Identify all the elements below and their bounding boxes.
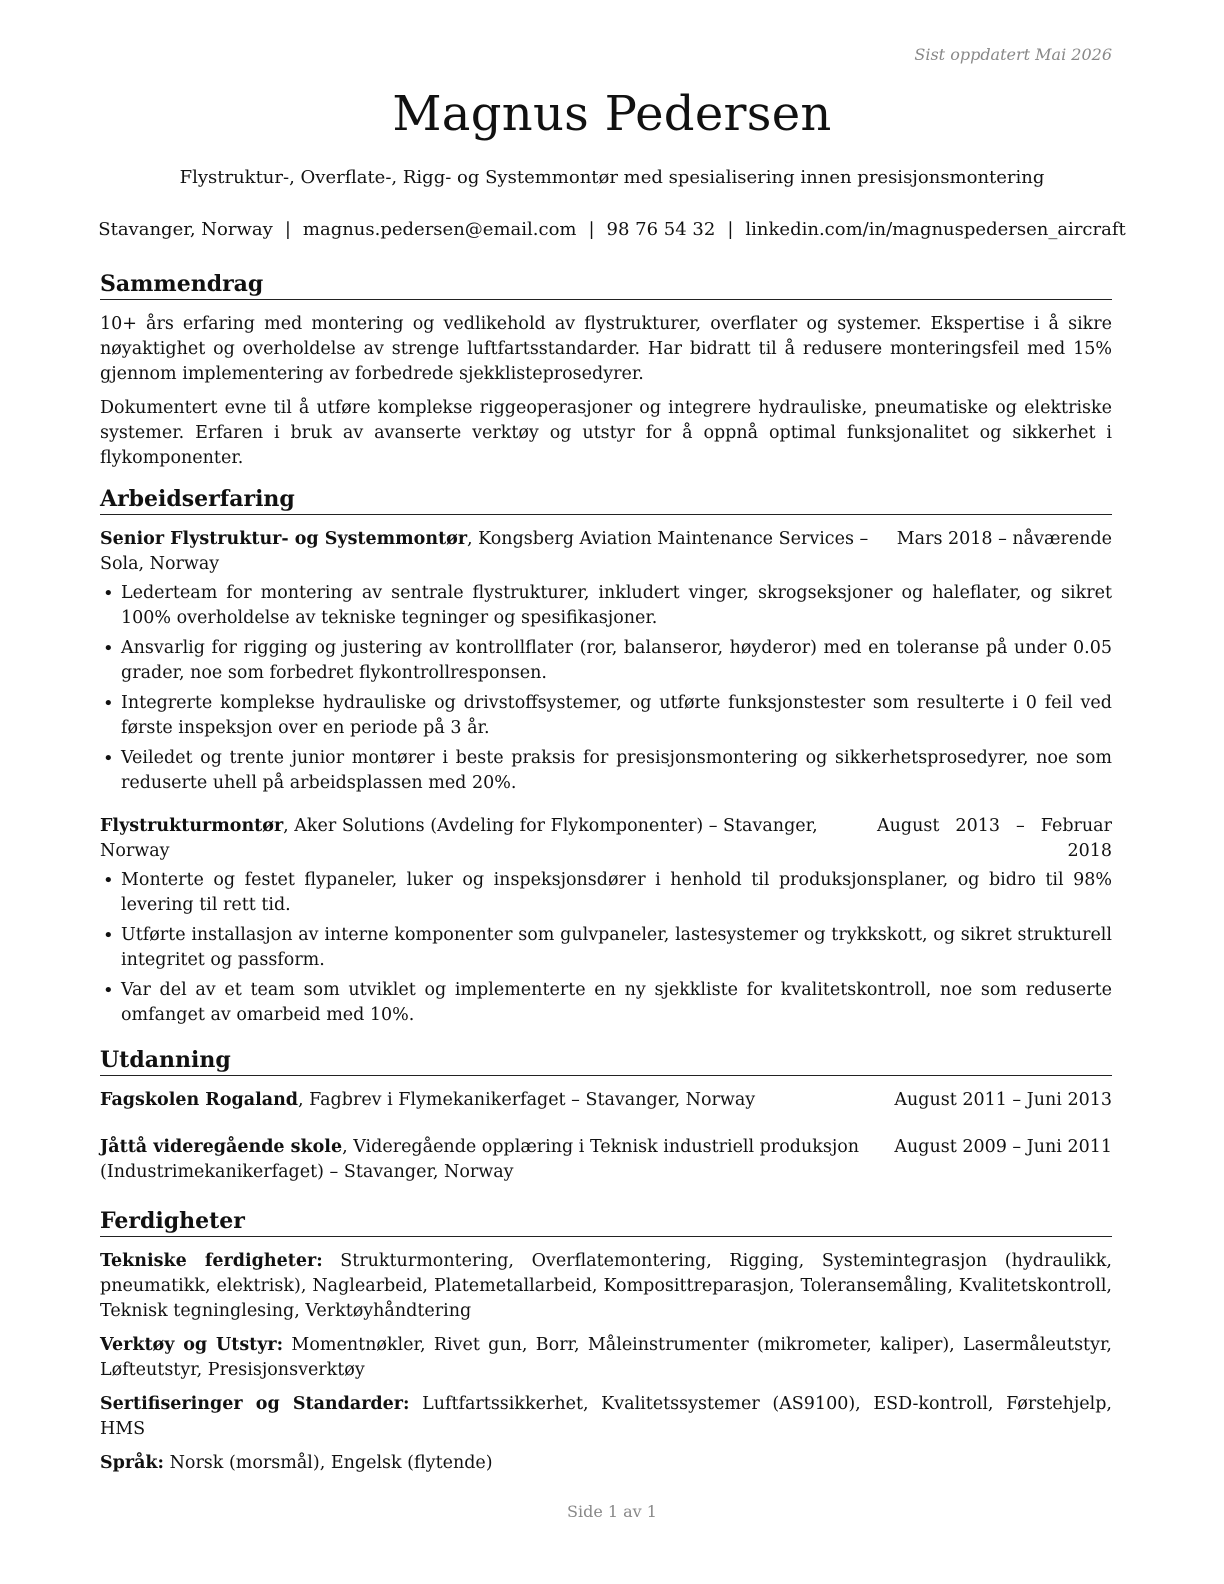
job-title: Senior Flystruktur- og Systemmontør	[100, 529, 468, 549]
job-entry	[100, 814, 1112, 1028]
experience-heading: Arbeidserfaring	[100, 485, 1112, 515]
resume-content	[100, 270, 1112, 1490]
skill-group	[100, 1249, 1112, 1324]
education-school: Fagskolen Rogaland	[100, 1090, 299, 1110]
contact-separator: |	[727, 219, 734, 240]
skills-heading: Ferdigheter	[100, 1207, 1112, 1237]
job-title-line	[100, 814, 857, 864]
skill-group	[100, 1333, 1112, 1383]
summary-paragraph: Dokumentert evne til å utføre komplekse riggeoperasjoner og integrere hydrauliske, pneumatiske og elektriske systemer. Erfaren i bruk av avanserte verktøy og utstyr for å oppnå optimal funksjonalitet og sikkerhet i flykomponenter.	[100, 398, 1112, 468]
skill-text: Norsk (morsmål), Engelsk (flytende)	[164, 1453, 493, 1473]
education-header	[100, 1088, 1112, 1113]
contact-location: Stavanger, Norway	[98, 219, 273, 240]
job-bullet: • Lederteam for montering av sentrale flystrukturer, inkludert vinger, skrogseksjoner og haleflater, og sikret 100% overholdelse av tekniske tegninger og spesifikasjoner.	[100, 581, 1112, 631]
job-header	[100, 814, 1112, 864]
contact-phone[interactable]: 98 76 54 32	[606, 219, 716, 240]
job-company: , Aker Solutions (Avdeling for Flykomponenter) – Stavanger, Norway	[100, 816, 818, 861]
job-company: , Kongsberg Aviation Maintenance Services – Sola, Norway	[100, 529, 869, 574]
skill-group	[100, 1451, 1112, 1476]
job-bullet: • Var del av et team som utviklet og implementerte en ny sjekkliste for kvalitetskontroll, noe som reduserte omfanget av omarbeid med 10%.	[100, 978, 1112, 1028]
job-entry	[100, 527, 1112, 796]
summary-section	[100, 270, 1112, 471]
education-detail: , Videregående opplæring i Teknisk industriell produksjon (Industrimekanikerfaget) – Stavanger, Norway	[100, 1137, 860, 1182]
contact-linkedin[interactable]: linkedin.com/in/magnuspedersen_aircraft	[745, 219, 1126, 240]
summary-paragraph: 10+ års erfaring med montering og vedlikehold av flystrukturer, overflater og systemer. Ekspertise i å sikre nøyaktighet og overholdelse av strenge luftfartsstandarder. Har bidratt til å redusere monteringsfeil med 15% gjennom implementering av forbedrede sjekklisteprosedyrer.	[100, 314, 1112, 384]
contact-email[interactable]: magnus.pedersen@email.com	[302, 219, 577, 240]
skill-text: Strukturmontering, Overflatemontering, Rigging, Systemintegrasjon (hydraulikk, pneumatikk, elektrisk), Naglearbeid, Platemetallarbeid, Komposittreparasjon, Toleransemåling, Kvalitetskontroll, Teknisk tegninglesing, Verktøyhåndtering	[100, 1251, 1112, 1321]
skill-label: Verktøy og Utstyr:	[100, 1335, 284, 1355]
job-title: Flystrukturmontør	[100, 816, 284, 836]
skill-label: Tekniske ferdigheter:	[100, 1251, 323, 1271]
contact-line	[0, 219, 1224, 240]
experience-section	[100, 485, 1112, 1028]
education-school: Jåttå videregående skole	[100, 1137, 343, 1157]
job-title-line	[100, 527, 877, 577]
candidate-subtitle: Flystruktur-, Overflate-, Rigg- og Systemmontør med spesialisering innen presisjonsmontering	[179, 167, 1045, 188]
education-heading: Utdanning	[100, 1046, 1112, 1076]
summary-heading: Sammendrag	[100, 270, 1112, 300]
skill-label: Språk:	[100, 1453, 165, 1473]
education-title-line	[100, 1135, 874, 1185]
job-dates: Mars 2018 – nåværende	[896, 529, 1112, 549]
job-dates: August 2013 – Februar 2018	[877, 816, 1112, 861]
job-bullet: • Ansvarlig for rigging og justering av kontrollflater (ror, balanseror, høyderor) med en toleranse på under 0.05 grader, noe som forbedret flykontrollresponsen.	[100, 636, 1112, 686]
job-bullets	[100, 868, 1112, 1028]
education-entry	[100, 1088, 1112, 1113]
job-bullet: • Veiledet og trente junior montører i beste praksis for presisjonsmontering og sikkerhetsprosedyrer, noe som reduserte uhell på arbeidsplassen med 20%.	[100, 746, 1112, 796]
education-dates: August 2009 – Juni 2011	[894, 1137, 1112, 1157]
job-header	[100, 527, 1112, 577]
education-detail: , Fagbrev i Flymekanikerfaget – Stavanger, Norway	[298, 1090, 756, 1110]
skill-label: Sertifiseringer og Standarder:	[100, 1394, 410, 1414]
skill-text: Momentnøkler, Rivet gun, Borr, Måleinstrumenter (mikrometer, kaliper), Lasermåleutstyr, Løfteutstyr, Presisjonsverktøy	[100, 1335, 1112, 1380]
job-bullet: • Monterte og festet flypaneler, luker og inspeksjonsdører i henhold til produksjonsplaner, og bidro til 98% levering til rett tid.	[100, 868, 1112, 918]
last-updated: Sist oppdatert Mai 2026	[914, 45, 1112, 64]
candidate-name: Magnus Pedersen	[392, 86, 832, 142]
job-bullet: • Integrerte komplekse hydrauliske og drivstoffsystemer, og utførte funksjonstester som resulterte i 0 feil ved første inspeksjon over en periode på 3 år.	[100, 691, 1112, 741]
education-entry	[100, 1135, 1112, 1185]
page-number: Side 1 av 1	[567, 1502, 657, 1521]
education-dates: August 2011 – Juni 2013	[894, 1090, 1112, 1110]
skills-section	[100, 1207, 1112, 1476]
skill-text: Luftfartssikkerhet, Kvalitetssystemer (AS9100), ESD-kontroll, Førstehjelp, HMS	[100, 1394, 1112, 1439]
contact-separator: |	[588, 219, 595, 240]
education-title-line	[100, 1088, 874, 1113]
education-section	[100, 1046, 1112, 1185]
job-bullet: • Utførte installasjon av interne komponenter som gulvpaneler, lastesystemer og trykkskott, og sikret strukturell integritet og passform.	[100, 923, 1112, 973]
skill-group	[100, 1392, 1112, 1442]
education-header	[100, 1135, 1112, 1185]
contact-separator: |	[284, 219, 291, 240]
job-bullets	[100, 581, 1112, 796]
